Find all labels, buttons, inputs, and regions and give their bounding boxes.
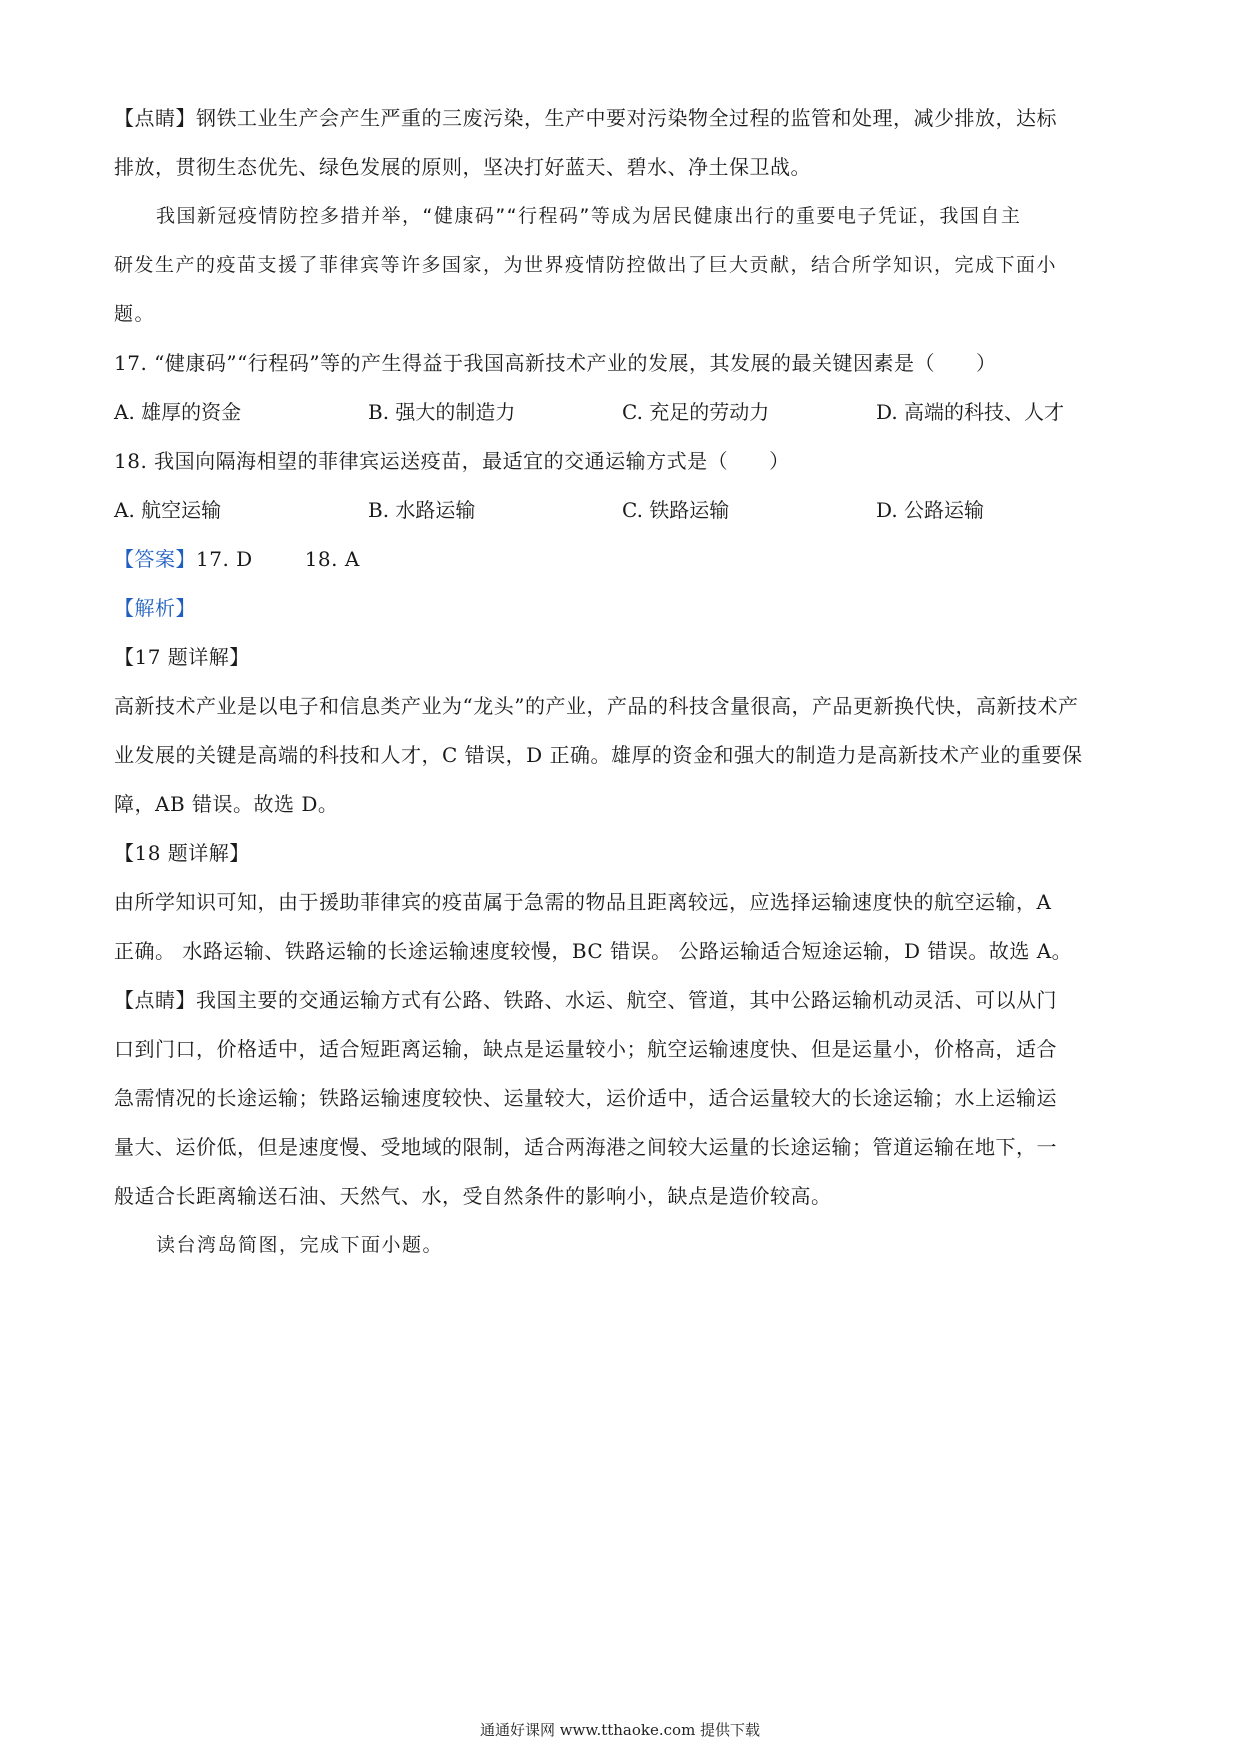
question-17-stem: 17. “健康码”“行程码”等的产生得益于我国高新技术产业的发展，其发展的最关键因素是（ ） [114, 351, 997, 375]
dianjing-2-line-3: 急需情况的长途运输；铁路运输速度较快、运量较大，运价适中，适合运量较大的长途运输；水上运输运 [114, 1086, 1057, 1110]
intro-line-3: 题。 [114, 303, 156, 325]
detail-17-line-1: 高新技术产业是以电子和信息类产业为“龙头”的产业，产品的科技含量很高，产品更新换代快，高新技术产 [114, 694, 1079, 718]
detail-18-line-1: 由所学知识可知，由于援助菲律宾的疫苗属于急需的物品且距离较远，应选择运输速度快的航空运输，A [114, 890, 1052, 914]
q18-option-a: A. 航空运输 [114, 498, 222, 522]
dianjing-2-line-1 [114, 986, 1130, 1014]
detail-18-title: 【18 题详解】 [114, 841, 250, 865]
q18-option-c: C. 铁路运输 [622, 498, 730, 522]
q17-option-a: A. 雄厚的资金 [114, 400, 242, 424]
dianjing-2-line-4: 量大、运价低，但是速度慢、受地域的限制，适合两海港之间较大运量的长途运输；管道运输在地下，一 [114, 1135, 1057, 1159]
answer-line [114, 545, 1130, 573]
dianjing-1-line-1 [114, 104, 1130, 132]
intro-line-1: 我国新冠疫情防控多措并举，“健康码”“行程码”等成为居民健康出行的重要电子凭证，我国自主 [156, 205, 1022, 227]
dianjing-2-text: 我国主要的交通运输方式有公路、铁路、水运、航空、管道，其中公路运输机动灵活、可以从门 [196, 988, 1057, 1012]
q17-option-d: D. 高端的科技、人才 [876, 400, 1065, 424]
dianjing-2-line-5: 般适合长距离输送石油、天然气、水，受自然条件的影响小，缺点是造价较高。 [114, 1184, 832, 1208]
detail-17-title: 【17 题详解】 [114, 645, 250, 669]
answer-17: 17. D [196, 547, 253, 571]
dianjing-1-label: 【点睛】 [114, 106, 196, 130]
dianjing-1-text: 钢铁工业生产会产生严重的三废污染，生产中要对污染物全过程的监管和处理，减少排放，达标 [196, 106, 1057, 130]
question-18-options [114, 496, 1130, 524]
intro-line-2: 研发生产的疫苗支援了菲律宾等许多国家，为世界疫情防控做出了巨大贡献，结合所学知识，完成下面小 [114, 254, 1058, 276]
question-17-options [114, 398, 1130, 426]
dianjing-1-line-2: 排放，贯彻生态优先、绿色发展的原则，坚决打好蓝天、碧水、净土保卫战。 [114, 155, 811, 179]
detail-18-line-2: 正确。 水路运输、铁路运输的长途运输速度较慢，BC 错误。 公路运输适合短途运输，D 错误。故选 A。 [114, 939, 1073, 963]
analysis-label: 【解析】 [114, 596, 196, 620]
q17-option-b: B. 强大的制造力 [368, 400, 516, 424]
q18-option-b: B. 水路运输 [368, 498, 476, 522]
answer-18: 18. A [304, 547, 360, 571]
answer-label: 【答案】 [114, 547, 196, 571]
q17-option-c: C. 充足的劳动力 [622, 400, 770, 424]
dianjing-2-label: 【点睛】 [114, 988, 196, 1012]
question-18-stem: 18. 我国向隔海相望的菲律宾运送疫苗，最适宜的交通运输方式是（ ） [114, 449, 790, 473]
taiwan-intro: 读台湾岛简图，完成下面小题。 [156, 1234, 444, 1256]
dianjing-2-line-2: 口到门口，价格适中，适合短距离运输，缺点是运量较小；航空运输速度快、但是运量小，价格高，适合 [114, 1037, 1057, 1061]
detail-17-line-2: 业发展的关键是高端的科技和人才，C 错误，D 正确。雄厚的资金和强大的制造力是高新技术产业的重要保 [114, 743, 1083, 767]
q18-option-d: D. 公路运输 [876, 498, 985, 522]
page-footer: 通通好课网 www.tthaoke.com 提供下载 [479, 1721, 761, 1739]
detail-17-line-3: 障，AB 错误。故选 D。 [114, 792, 339, 816]
